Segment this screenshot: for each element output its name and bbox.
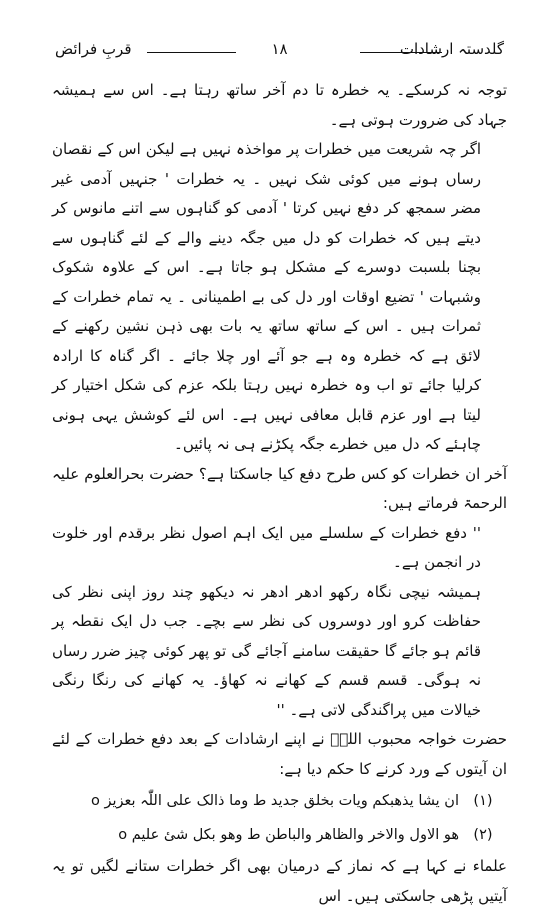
verse-2-text: ھو الاول والاخر والظاھر والباطن ط وھو بکل شیٔ علیم o: [118, 827, 459, 843]
paragraph-1: توجہ نہ کرسکے۔ یہ خطرہ تا دم آخر ساتھ رہتا ہے۔ اس سے ہمیشہ جہاد کی ضرورت ہوتی ہے۔: [52, 81, 507, 129]
header-rule-left: [147, 52, 236, 53]
quote-2: ہمیشہ نیچی نگاہ رکھو ادھر ادھر نہ دیکھو چند روز اپنی نظر کی حفاظت کرو اور دوسروں کی نظر سے بچے۔ جب دل ایک نقطہ پر قائم ہو جائے گا حقیقت سامنے آجائے گی تو پھر کوئی چیز ضرر رساں نہ ہوگی۔ قسم قسم کے کھانے نہ کھاؤ۔ یہ کھانے کی رنگا رنگی خیالات میں پراگندگی لاتی ہے۔ '': [52, 582, 481, 719]
paragraph-5: علماء نے کہا ہے کہ نماز کے درمیان بھی اگر خطرات ستانے لگیں تو یہ آیتیں پڑھی جاسکتی ہیں۔ اس: [52, 857, 507, 905]
verse-2: [52, 818, 507, 852]
page-header: [55, 40, 504, 66]
quote-1: '' دفع خطرات کے سلسلے میں ایک اہم اصول نظر برقدم اور خلوت در انجمن ہے۔: [52, 523, 481, 571]
paragraph-4: حضرت خواجہ محبوب اللہؒ نے اپنے ارشادات کے بعد دفع خطرات کے لئے ان آیتوں کے ورد کرنے کا حکم دیا ہے:: [52, 730, 507, 778]
paragraph-3: آخر ان خطرات کو کس طرح دفع کیا جاسکتا ہے؟ حضرت بحرالعلوم علیہ الرحمۃ فرماتے ہیں:: [52, 464, 507, 512]
verse-1-number: (۱): [473, 793, 493, 809]
verse-1-text: ان یشا یذھبکم ویات بخلق جدید ط وما ذالک علی اللّٰہ بعزیز o: [90, 793, 459, 809]
verse-1: [52, 784, 507, 818]
book-title: گلدستہ ارشادات: [399, 40, 504, 58]
page-number: ۱۸: [271, 40, 288, 58]
page-body: [52, 76, 507, 905]
verse-2-number: (۲): [473, 827, 493, 843]
chapter-title: قربِ فرائض: [55, 40, 132, 58]
header-rule-right: [360, 52, 442, 53]
paragraph-2: اگر چہ شریعت میں خطرات پر مواخذہ نہیں ہے لیکن اس کے نقصان رساں ہونے میں کوئی شک نہیں ۔ یہ خطرات ' جنہیں آدمی غیر مضر سمجھ کر دفع نہیں کرتا ' آدمی کو گناہوں سے اتنے مانوس کر دیتے ہیں کہ خطرات کو دل میں جگہ دینے والے کے لئے گناہوں سے بچنا بلسبت دوسرے کے مشکل ہو جاتا ہے۔ اس کے علاوہ شکوک وشبہات ' تضیع اوقات اور دل کی بے اطمینانی ۔ یہ تمام خطرات کے ثمرات ہیں ۔ اس کے ساتھ ساتھ یہ بات بھی ذہن نشین رکھنے کے لائق ہے کہ خطرہ وہ ہے جو آئے اور چلا جائے ۔ اگر گناہ کا ارادہ کرلیا جائے تو اب وہ خطرہ نہیں رہتا بلکہ عزم کی شکل اختیار کر لیتا ہے اور عزم قابل معافی نہیں ہے۔ اس لئے کوشش یہی ہونی چاہئے کہ دل میں خطرے جگہ پکڑنے ہی نہ پائیں۔: [52, 140, 481, 453]
